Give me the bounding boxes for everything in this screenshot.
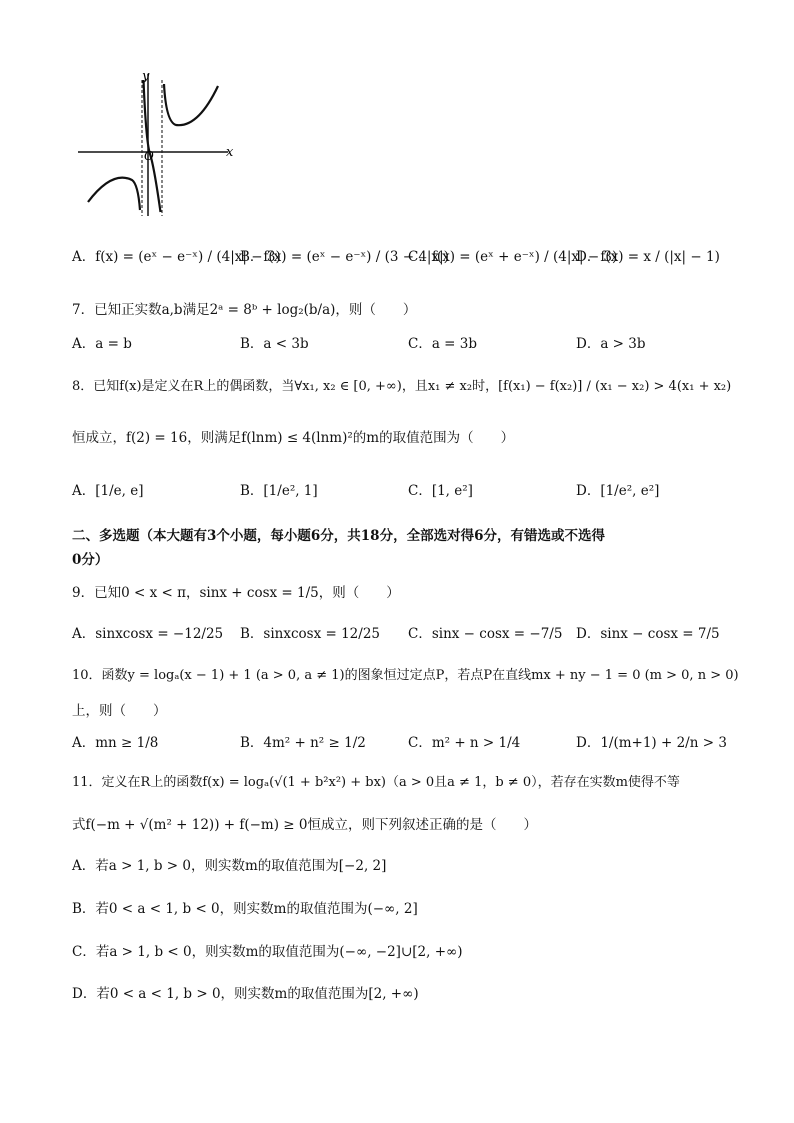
origin-label: O bbox=[144, 149, 154, 163]
section-heading-multi-choice-cont: 0分） bbox=[72, 552, 109, 568]
q9-stem: 9．已知0 < x < π，sinx + cosx = 1/5，则（ ） bbox=[72, 585, 400, 601]
q9-option-d: D．sinx − cosx = 7/5 bbox=[576, 626, 720, 642]
q7-option-d: D．a > 3b bbox=[576, 336, 646, 352]
curve-left-branch bbox=[88, 178, 140, 210]
q7-stem: 7．已知正实数a,b满足2ᵃ = 8ᵇ + log₂(b/a)，则（ ） bbox=[72, 302, 417, 318]
q6-option-b: B．f(x) = (eˣ − e⁻ˣ) / (3 − 4|x|) bbox=[240, 249, 449, 265]
q11-option-b: B．若0 < a < 1, b < 0，则实数m的取值范围为(−∞, 2] bbox=[72, 901, 418, 917]
q8-option-d: D．[1/e², e²] bbox=[576, 483, 660, 499]
q9-option-a: A．sinxcosx = −12/25 bbox=[72, 626, 224, 642]
q7-option-a: A．a = b bbox=[72, 336, 132, 352]
q8-option-a: A．[1/e, e] bbox=[72, 483, 144, 499]
q8-stem-line2: 恒成立，f(2) = 16，则满足f(lnm) ≤ 4(lnm)²的m的取值范围为（ ） bbox=[72, 430, 515, 446]
q10-option-c: C．m² + n > 1/4 bbox=[408, 735, 521, 751]
curve-right-branch bbox=[164, 84, 218, 125]
q10-stem-line1: 10．函数y = logₐ(x − 1) + 1 (a > 0, a ≠ 1)的图象恒过定点P，若点P在直线mx + ny − 1 = 0 (m > 0, n > 0) bbox=[72, 668, 739, 683]
axes bbox=[78, 74, 228, 216]
q11-option-d: D．若0 < a < 1, b > 0，则实数m的取值范围为[2, +∞) bbox=[72, 986, 419, 1002]
q9-option-b: B．sinxcosx = 12/25 bbox=[240, 626, 381, 642]
q11-option-a: A．若a > 1, b > 0，则实数m的取值范围为[−2, 2] bbox=[72, 858, 387, 874]
q8-option-c: C．[1, e²] bbox=[408, 483, 473, 499]
q11-stem-line2: 式f(−m + √(m² + 12)) + f(−m) ≥ 0恒成立，则下列叙述正确的是（ ） bbox=[72, 817, 537, 833]
q10-option-d: D．1/(m+1) + 2/n > 3 bbox=[576, 735, 727, 751]
q7-option-c: C．a = 3b bbox=[408, 336, 478, 352]
q11-stem-line1: 11．定义在R上的函数f(x) = logₐ(√(1 + b²x²) + bx)（a > 0且a ≠ 1，b ≠ 0），若存在实数m使得不等 bbox=[72, 775, 680, 790]
function-graph bbox=[76, 70, 236, 218]
q11-option-c: C．若a > 1, b < 0，则实数m的取值范围为(−∞, −2]∪[2, +∞) bbox=[72, 944, 463, 960]
q8-option-b: B．[1/e², 1] bbox=[240, 483, 318, 499]
q6-option-d: D．f(x) = x / (|x| − 1) bbox=[576, 249, 720, 265]
y-axis-label: y bbox=[142, 70, 150, 84]
q10-option-b: B．4m² + n² ≥ 1/2 bbox=[240, 735, 366, 751]
q9-option-c: C．sinx − cosx = −7/5 bbox=[408, 626, 563, 642]
q7-option-b: B．a < 3b bbox=[240, 336, 309, 352]
q8-stem-line1: 8．已知f(x)是定义在R上的偶函数，当∀x₁, x₂ ∈ [0, +∞)，且x₁ ≠ x₂时，[f(x₁) − f(x₂)] / (x₁ − x₂) > 4(x₁ + x₂) bbox=[72, 379, 732, 394]
x-axis-label: x bbox=[226, 145, 234, 160]
q10-stem-line2: 上，则（ ） bbox=[72, 703, 167, 719]
q10-option-a: A．mn ≥ 1/8 bbox=[72, 735, 159, 751]
q6-option-a: A．f(x) = (eˣ − e⁻ˣ) / (4|x| − 3) bbox=[72, 249, 281, 265]
section-heading-multi-choice: 二、多选题（本大题有3个小题，每小题6分，共18分，全部选对得6分，有错选或不选得 bbox=[72, 528, 605, 544]
curve bbox=[88, 80, 218, 212]
curve-middle-branch bbox=[144, 80, 161, 212]
q6-option-c: C．f(x) = (eˣ + e⁻ˣ) / (4|x| − 3) bbox=[408, 249, 618, 265]
